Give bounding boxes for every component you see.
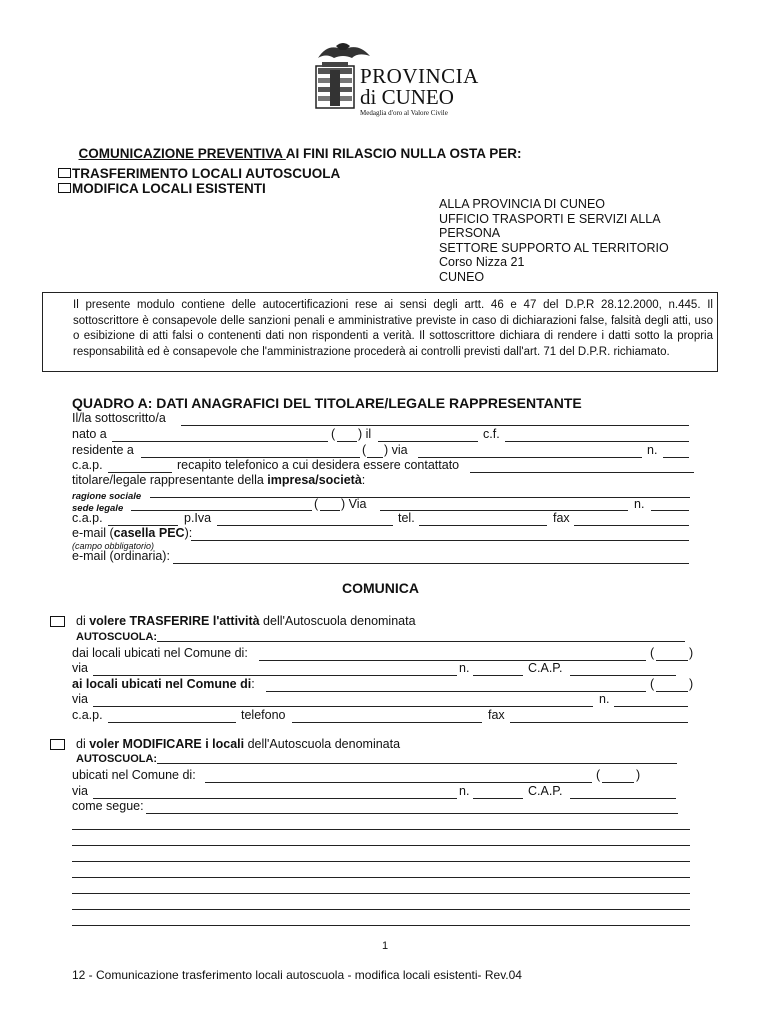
- modificare-checkbox[interactable]: [50, 739, 65, 750]
- transfer-checkbox[interactable]: [58, 168, 71, 178]
- label-paren-close: ): [689, 646, 694, 660]
- field-telefono-destinazione[interactable]: [292, 722, 482, 723]
- field-via-sede[interactable]: [380, 510, 628, 511]
- field-tel-sede[interactable]: [419, 525, 547, 526]
- label-cap-modifica: C.A.P.: [528, 784, 563, 798]
- label-campo-obbligatorio: (campo obbligatorio): [72, 541, 155, 551]
- form-title-rest: AI FINI RILASCIO NULLA OSTA PER:: [285, 146, 522, 161]
- option-modify-label: MODIFICA LOCALI ESISTENTI: [72, 181, 266, 196]
- description-line[interactable]: [72, 845, 690, 846]
- logo-motto: Medaglia d'oro al Valore Civile: [360, 109, 448, 117]
- trasferire-bold: volere TRASFERIRE l'attività: [89, 614, 260, 628]
- recipient-line: UFFICIO TRASPORTI E SERVIZI ALLA: [439, 211, 661, 226]
- label-ai-locali: [72, 677, 255, 692]
- recipient-line: CUNEO: [439, 269, 485, 284]
- field-civico-origine[interactable]: [473, 675, 523, 676]
- label-n-modifica: n.: [459, 784, 470, 798]
- label-fax-destinazione: fax: [488, 708, 505, 722]
- field-comune-modifica[interactable]: [205, 782, 592, 783]
- logo-line1: PROVINCIA: [360, 64, 479, 88]
- field-prov-sede[interactable]: [320, 510, 340, 511]
- trasferire-checkbox[interactable]: [50, 616, 65, 627]
- label-colon: :: [361, 473, 366, 487]
- label-n-destinazione: n.: [599, 692, 610, 706]
- label-cap-destinazione: c.a.p.: [72, 708, 103, 722]
- comunica-title: COMUNICA: [342, 580, 419, 596]
- label-paren-close: ): [689, 677, 694, 691]
- form-title-underlined: COMUNICAZIONE PREVENTIVA: [78, 146, 286, 161]
- label-recapito-telefonico: recapito telefonico a cui desidera essere contattato: [177, 458, 460, 472]
- field-prov-destinazione[interactable]: [656, 691, 688, 692]
- field-civico-modifica[interactable]: [473, 798, 523, 799]
- recipient-address: [439, 197, 669, 285]
- label-titolare-text: titolare/legale rappresentante della: [72, 473, 268, 487]
- modificare-bold: voler MODIFICARE i locali: [89, 737, 245, 751]
- label-email-open: e-mail (: [72, 526, 114, 540]
- field-civico-residenza[interactable]: [663, 457, 689, 458]
- label-cap-sede: c.a.p.: [72, 511, 103, 525]
- field-prov-modifica[interactable]: [602, 782, 634, 783]
- option-transfer-label: TRASFERIMENTO LOCALI AUTOSCUOLA: [72, 166, 341, 181]
- logo-line2: di CUNEO: [360, 85, 454, 109]
- label-paren-open: (: [314, 497, 319, 511]
- recipient-line: Corso Nizza 21: [439, 255, 525, 270]
- description-line[interactable]: [72, 909, 690, 910]
- trasferire-heading: [76, 614, 416, 629]
- label-paren-open: (: [650, 677, 655, 691]
- label-via-modifica: via: [72, 784, 88, 798]
- label-cap-origine: C.A.P.: [528, 661, 563, 675]
- field-autoscuola-1[interactable]: [157, 641, 685, 642]
- field-cap-destinazione[interactable]: [108, 722, 236, 723]
- label-sede-legale: sede legale: [72, 503, 124, 514]
- modificare-di: di: [76, 737, 90, 751]
- field-prov-origine[interactable]: [656, 660, 688, 661]
- modify-checkbox[interactable]: [58, 183, 71, 193]
- label-ai-locali-text: ai locali ubicati nel Comune di: [72, 677, 252, 691]
- recipient-line: ALLA PROVINCIA DI CUNEO: [439, 197, 606, 211]
- label-il: ) il: [358, 427, 372, 441]
- description-line[interactable]: [72, 861, 690, 862]
- label-n-origine: n.: [459, 661, 470, 675]
- label-tel: tel.: [398, 511, 415, 525]
- field-email-pec[interactable]: [191, 540, 689, 541]
- label-nato-a: nato a: [72, 427, 107, 441]
- quadro-a-title: QUADRO A: DATI ANAGRAFICI DEL TITOLARE/LEGALE RAPPRESENTANTE: [72, 395, 582, 411]
- field-piva[interactable]: [217, 525, 393, 526]
- field-prov-nascita[interactable]: [337, 441, 357, 442]
- description-line[interactable]: [72, 829, 690, 830]
- label-via-sede: ) Via: [341, 497, 367, 511]
- province-logo: [308, 40, 478, 120]
- description-line[interactable]: [72, 877, 690, 878]
- form-title: [71, 131, 522, 161]
- trasferire-rest: dell'Autoscuola denominata: [259, 614, 416, 628]
- modificare-heading: [76, 737, 400, 752]
- label-cap: c.a.p.: [72, 458, 103, 472]
- label-email-close: ):: [184, 526, 193, 540]
- label-paren-open: (: [331, 427, 336, 441]
- label-impresa: impresa/società: [267, 473, 362, 487]
- field-via-modifica[interactable]: [93, 798, 457, 799]
- field-come-segue[interactable]: [146, 813, 678, 814]
- notice-text: Il presente modulo contiene delle autocertificazioni rese ai sensi degli artt. 46 e 47 del D.P.R 28.12.2000, n.445. Il sottoscrittore è consapevole delle sanzioni penali e amministrative previste in caso di dichiarazioni false, falsità degli atti, uso o esibizione di atti falsi o contenenti dati non rispondenti a verità. Il sottoscrittore dichiara di rendere i datti sotto la propria responsabilità ed è consapevole che l'amministrazione procederà ai controlli previsti dall'art. 71 del D.P.R. richiamato.: [73, 299, 713, 358]
- field-via-destinazione[interactable]: [93, 706, 593, 707]
- label-autoscuola-1: AUTOSCUOLA:: [76, 631, 158, 643]
- field-codice-fiscale[interactable]: [505, 441, 689, 442]
- label-dai-locali: dai locali ubicati nel Comune di:: [72, 646, 248, 660]
- label-via-destinazione: via: [72, 692, 88, 706]
- field-sede-legale[interactable]: [131, 510, 312, 511]
- description-line[interactable]: [72, 893, 690, 894]
- field-via-origine[interactable]: [93, 675, 457, 676]
- field-luogo-nascita[interactable]: [112, 441, 328, 442]
- label-paren-close: ): [636, 768, 641, 782]
- label-ubicati: ubicati nel Comune di:: [72, 768, 196, 782]
- label-cf: c.f.: [483, 427, 500, 441]
- field-autoscuola-2[interactable]: [157, 763, 677, 764]
- field-cap-origine[interactable]: [570, 675, 676, 676]
- trasferire-di: di: [76, 614, 90, 628]
- field-email-ordinaria[interactable]: [173, 563, 689, 564]
- field-comune-origine[interactable]: [259, 660, 646, 661]
- field-comune-destinazione[interactable]: [266, 691, 646, 692]
- label-via-origine: via: [72, 661, 88, 675]
- label-n-sede: n.: [634, 497, 645, 511]
- modificare-rest: dell'Autoscuola denominata: [244, 737, 401, 751]
- label-telefono-destinazione: telefono: [241, 708, 286, 722]
- label-paren-open: (: [362, 443, 367, 457]
- label-email-ordinaria: e-mail (ordinaria):: [72, 549, 170, 563]
- recipient-line: PERSONA: [439, 226, 501, 241]
- label-via: ) via: [384, 443, 408, 457]
- field-cap-modifica[interactable]: [570, 798, 676, 799]
- label-titolare: [72, 473, 365, 488]
- field-civico-destinazione[interactable]: [614, 706, 688, 707]
- recipient-line: SETTORE SUPPORTO AL TERRITORIO: [439, 240, 669, 255]
- label-piva: p.Iva: [184, 511, 212, 525]
- label-sottoscritto: Il/la sottoscritto/a: [72, 411, 166, 425]
- label-ai-locali-colon: :: [251, 677, 255, 691]
- label-autoscuola-2: AUTOSCUOLA:: [76, 753, 158, 765]
- label-residente: residente a: [72, 443, 134, 457]
- field-sottoscritto[interactable]: [181, 425, 689, 426]
- label-casella-pec: casella PEC: [113, 526, 185, 540]
- page-number: 1: [382, 940, 389, 952]
- field-telefono-contatto[interactable]: [470, 472, 694, 473]
- field-fax-destinazione[interactable]: [510, 722, 688, 723]
- description-line[interactable]: [72, 925, 690, 926]
- label-n: n.: [647, 443, 658, 457]
- label-come-segue: come segue:: [72, 799, 144, 813]
- field-fax-sede[interactable]: [574, 525, 689, 526]
- label-fax: fax: [553, 511, 570, 525]
- label-ragione-sociale: ragione sociale: [72, 491, 142, 502]
- field-ragione-sociale[interactable]: [150, 497, 690, 498]
- self-certification-notice: [42, 292, 718, 372]
- label-paren-open: (: [596, 768, 601, 782]
- footer-text: 12 - Comunicazione trasferimento locali autoscuola - modifica locali esistenti- Rev.04: [72, 968, 522, 982]
- field-civico-sede[interactable]: [651, 510, 689, 511]
- label-paren-open: (: [650, 646, 655, 660]
- field-data-nascita[interactable]: [378, 441, 478, 442]
